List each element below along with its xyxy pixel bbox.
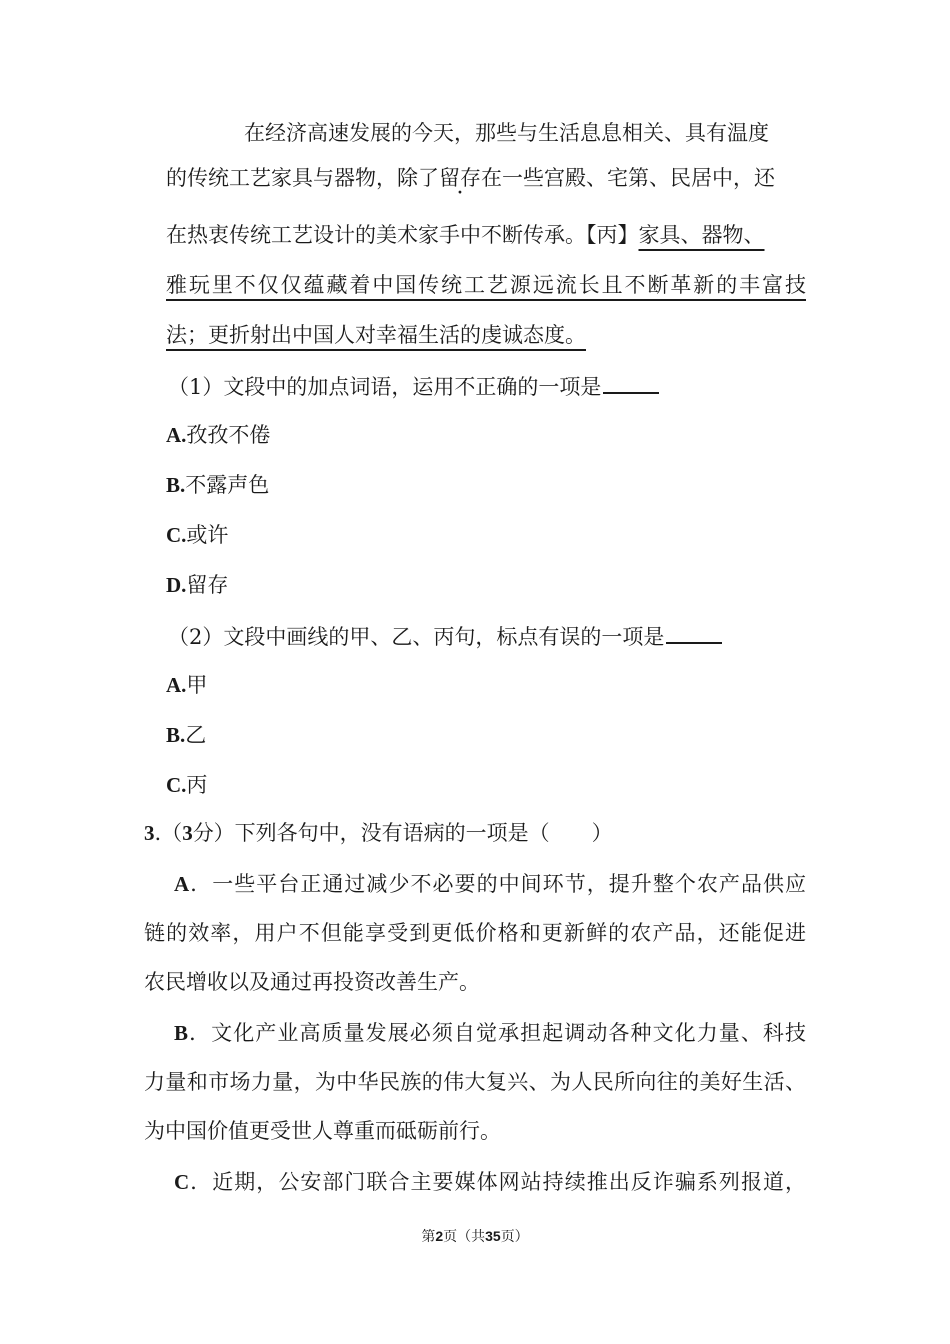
q2-option-a: A.甲 <box>166 673 208 697</box>
passage-line-5: 法；更折射出中国人对幸福生活的虔诚态度。 <box>166 323 586 347</box>
q3-option-a-line-1: A．一些平台正通过减少不必要的中间环节，提升整个农产品供应 <box>174 872 806 896</box>
q1-stem: （1）文段中的加点词语，运用不正确的一项是 <box>168 370 659 402</box>
question-number: 3 <box>144 821 155 845</box>
q3-option-b-line-1: B．文化产业高质量发展必须自觉承担起调动各种文化力量、科技 <box>174 1021 806 1045</box>
q2-option-c: C.丙 <box>166 773 208 797</box>
q3-option-c-line-1: C．近期，公安部门联合主要媒体网站持续推出反诈骗系列报道， <box>174 1170 806 1194</box>
q1-option-b: B.不露声色 <box>166 473 270 497</box>
q2-option-b: B.乙 <box>166 723 207 747</box>
question-score: 3 <box>182 821 193 845</box>
dotted-word: 留存 <box>439 166 481 190</box>
page-total: 35 <box>485 1228 501 1244</box>
q3-option-b-line-3: 为中国价值更受世人尊重而砥砺前行。 <box>144 1119 501 1143</box>
passage-line-3: 在热衷传统工艺设计的美术家手中不断传承。【丙】家具、器物、 <box>166 223 765 247</box>
passage-line-2: 的传统工艺家具与器物，除了留存在一些宫殿、宅第、民居中，还 <box>166 166 775 190</box>
passage-line-1: 在经济高速发展的今天，那些与生活息息相关、具有温度 <box>244 121 769 145</box>
q2-stem: （2）文段中画线的甲、乙、丙句，标点有误的一项是 <box>168 620 722 652</box>
passage-line-4: 雅玩里不仅仅蕴藏着中国传统工艺源远流长且不断革新的丰富技 <box>166 273 806 297</box>
q3-option-b-line-2: 力量和市场力量，为中华民族的伟大复兴、为人民所向往的美好生活、 <box>144 1070 806 1094</box>
q1-option-d: D.留存 <box>166 573 229 597</box>
page-number: 2 <box>435 1228 444 1244</box>
q3-stem: 3.（3分）下列各句中，没有语病的一项是（ ） <box>144 821 613 845</box>
underlined-sentence-bing: 家具、器物、 <box>638 223 765 247</box>
q1-option-c: C.或许 <box>166 523 229 547</box>
answer-blank <box>666 620 722 644</box>
answer-blank <box>603 370 659 394</box>
q3-option-a-line-3: 农民增收以及通过再投资改善生产。 <box>144 970 480 994</box>
page-footer: 第2页（共35页） <box>421 1228 529 1245</box>
q3-option-a-line-2: 链的效率，用户不但能享受到更低价格和更新鲜的农产品，还能促进 <box>144 921 806 945</box>
q1-option-a: A.孜孜不倦 <box>166 423 271 447</box>
